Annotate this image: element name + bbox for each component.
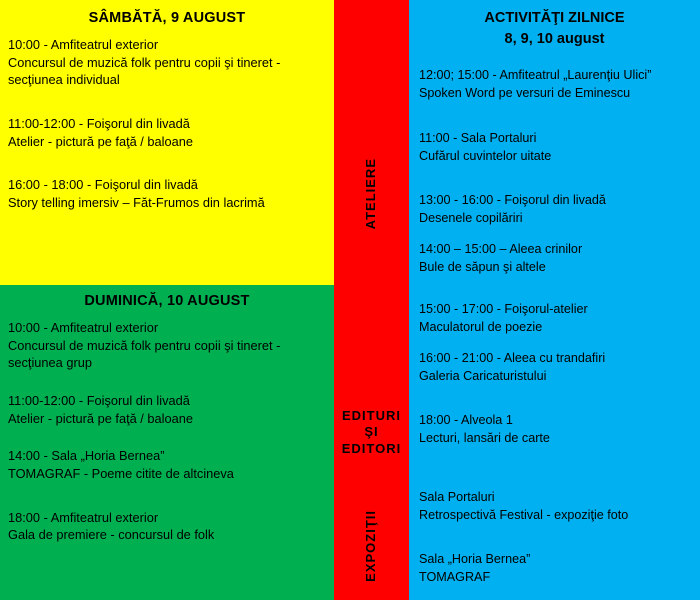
daily-entry-1-line1: 12:00; 15:00 - Amfiteatrul „Laurenţiu Ulici” xyxy=(419,68,652,83)
section-label-edituri-line3: EDITORI xyxy=(341,440,402,456)
daily-activities-title-line2: 8, 9, 10 august xyxy=(504,31,605,48)
sunday-entry-2-line2: Atelier - pictură pe faţă / baloane xyxy=(8,410,193,426)
spacer xyxy=(419,115,690,129)
sunday-entry-3-line2: TOMAGRAF - Poeme citite de altcineva xyxy=(8,465,234,481)
sunday-entry-4-line2: Gala de premiere - concursul de folk xyxy=(8,527,215,543)
left-column xyxy=(0,0,334,600)
daily-entry-7-line2: Lecturi, lansări de carte xyxy=(419,431,550,446)
expo-entry-1 xyxy=(419,488,690,525)
sunday-title: DUMINICĂ, 10 AUGUST xyxy=(84,293,250,309)
expo-entry-1-line2: Retrospectivă Festival - expoziţie foto xyxy=(419,507,629,522)
daily-activities-title-line1: ACTIVITĂŢI ZILNICE xyxy=(484,10,625,26)
daily-entry-1 xyxy=(419,66,690,103)
section-label-edituri-line1: EDITURI xyxy=(342,408,401,423)
saturday-panel xyxy=(0,0,334,285)
spacer xyxy=(8,431,326,447)
sunday-panel xyxy=(0,285,334,600)
spacer xyxy=(8,93,326,115)
saturday-entry-3-line1: 16:00 - 18:00 - Foişorul din livadă xyxy=(8,177,198,193)
spacer xyxy=(419,460,690,488)
saturday-entry-1 xyxy=(8,36,326,89)
section-label-expozitii-text: EXPOZIŢII xyxy=(363,510,379,582)
spacer xyxy=(419,397,690,411)
saturday-entry-1-line1: 10:00 - Amfiteatrul exterior xyxy=(8,37,159,52)
daily-entry-6 xyxy=(419,349,690,386)
daily-entry-7-line1: 18:00 - Alveola 1 xyxy=(419,413,513,428)
saturday-entry-1-line2: Concursul de muzică folk pentru copii şi tineret - xyxy=(8,54,281,70)
daily-entry-1-line2: Spoken Word pe versuri de Eminescu xyxy=(419,86,631,101)
daily-entry-5 xyxy=(419,300,690,337)
right-column xyxy=(409,0,700,600)
spacer xyxy=(8,154,326,176)
daily-entry-6-line1: 16:00 - 21:00 - Aleea cu trandafiri xyxy=(419,350,606,365)
daily-entry-7 xyxy=(419,411,690,448)
sunday-entry-1-line2: Concursul de muzică folk pentru copii şi tineret - xyxy=(8,337,281,353)
daily-entry-6-line2: Galeria Caricaturistului xyxy=(419,368,547,383)
section-label-edituri xyxy=(334,408,409,457)
saturday-entry-3 xyxy=(8,176,326,211)
sunday-entry-1-line3: secţiunea grup xyxy=(8,355,92,371)
expo-entry-2-line2: TOMAGRAF xyxy=(419,570,491,585)
daily-entry-2-line1: 11:00 - Sala Portaluri xyxy=(419,130,537,145)
spacer xyxy=(419,286,690,300)
daily-activities-title xyxy=(419,8,690,50)
expo-entry-1-line1: Sala Portaluri xyxy=(419,489,495,504)
spacer xyxy=(8,376,326,392)
daily-entry-3-line1: 13:00 - 16:00 - Foişorul din livadă xyxy=(419,193,606,208)
daily-entry-2 xyxy=(419,129,690,166)
sunday-entry-2 xyxy=(8,392,326,427)
sunday-entry-4-line1: 18:00 - Amfiteatrul exterior xyxy=(8,509,159,525)
sunday-entry-4 xyxy=(8,509,326,544)
daily-entry-3-line2: Desenele copilăriri xyxy=(419,211,523,226)
spacer xyxy=(419,536,690,550)
spacer xyxy=(419,177,690,191)
daily-entry-4-line2: Bule de săpun şi altele xyxy=(419,259,546,274)
section-label-edituri-line2: ŞI xyxy=(364,424,379,440)
sunday-entry-3-line1: 14:00 - Sala „Horia Bernea” xyxy=(8,448,165,464)
section-label-expozitii xyxy=(334,510,409,582)
section-label-ateliere xyxy=(334,158,409,229)
sunday-entry-3 xyxy=(8,447,326,482)
daily-entry-4-line1: 14:00 – 15:00 – Aleea crinilor xyxy=(419,241,583,256)
spacer xyxy=(8,487,326,509)
saturday-entry-3-line2: Story telling imersiv – Făt-Frumos din lacrimă xyxy=(8,194,265,210)
saturday-entry-1-line3: secţiunea individual xyxy=(8,72,120,88)
section-label-ateliere-text: ATELIERE xyxy=(363,158,379,230)
sunday-entry-1-line1: 10:00 - Amfiteatrul exterior xyxy=(8,320,159,335)
middle-red-column xyxy=(334,0,409,600)
sunday-entry-2-line1: 11:00-12:00 - Foişorul din livadă xyxy=(8,392,190,408)
saturday-entry-2-line2: Atelier - pictură pe faţă / baloane xyxy=(8,133,193,149)
saturday-title: SÂMBĂTĂ, 9 AUGUST xyxy=(88,10,246,26)
saturday-entry-2-line1: 11:00-12:00 - Foişorul din livadă xyxy=(8,115,190,131)
daily-entry-4 xyxy=(419,240,690,277)
saturday-entry-2 xyxy=(8,115,326,150)
sunday-entry-1 xyxy=(8,319,326,372)
daily-entry-3 xyxy=(419,191,690,228)
daily-entry-2-line2: Cufărul cuvintelor uitate xyxy=(419,148,552,163)
daily-entry-5-line1: 15:00 - 17:00 - Foişorul-atelier xyxy=(419,302,588,317)
expo-entry-2 xyxy=(419,550,690,587)
expo-entry-2-line1: Sala „Horia Bernea” xyxy=(419,552,531,567)
daily-entry-5-line2: Maculatorul de poezie xyxy=(419,320,543,335)
